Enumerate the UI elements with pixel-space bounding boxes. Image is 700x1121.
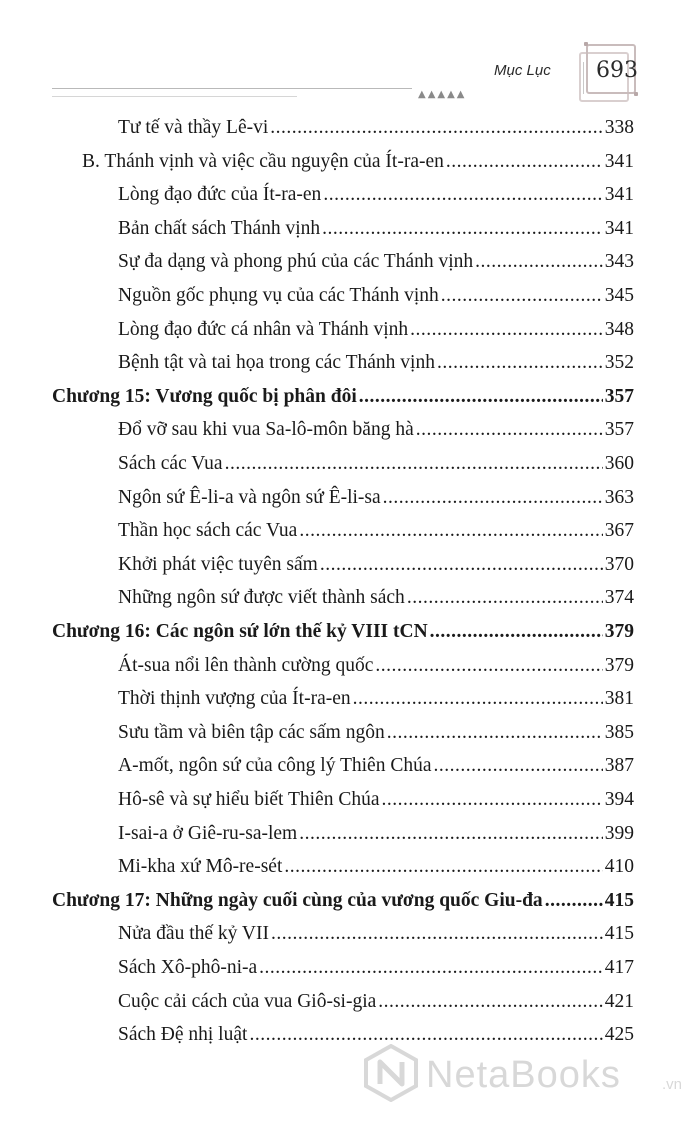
toc-page-number: 417 — [604, 957, 634, 978]
toc-entry-title: Lòng đạo đức của Ít-ra-en — [118, 184, 322, 206]
toc-dot-leader — [545, 885, 603, 917]
toc-entry — [118, 650, 634, 682]
toc-dot-leader — [359, 381, 603, 413]
toc-entry — [118, 582, 634, 614]
toc-page-number: 370 — [604, 553, 634, 575]
toc-entry — [118, 717, 634, 749]
toc-page-number: 352 — [604, 352, 634, 374]
toc-dot-leader — [270, 112, 602, 144]
toc-page-number: 348 — [604, 318, 634, 340]
toc-entry-title: Chương 17: Những ngày cuối cùng của vương quốc Giu-đa — [52, 889, 543, 911]
toc-entry-title: Nguồn gốc phụng vụ của các Thánh vịnh — [118, 285, 439, 306]
toc-dot-leader — [299, 515, 602, 547]
section-title: Mục Lục — [494, 62, 551, 79]
toc-page-number: 381 — [604, 688, 634, 710]
header-rule — [52, 88, 412, 89]
toc-entry — [118, 246, 634, 278]
toc-entry — [118, 414, 634, 446]
toc-entry-title: Hô-sê và sự hiểu biết Thiên Chúa — [118, 789, 380, 810]
toc-entry-title: A-mốt, ngôn sứ của công lý Thiên Chúa — [118, 755, 432, 777]
toc-dot-leader — [271, 918, 603, 950]
toc-entry-title: Nửa đầu thế kỷ VII — [118, 923, 270, 945]
toc-page-number: 421 — [604, 990, 634, 1012]
toc-entry-title: Đổ vỡ sau khi vua Sa-lô-môn băng hà — [118, 419, 414, 441]
toc-page-number: 399 — [604, 822, 634, 844]
toc-entry — [118, 750, 634, 782]
toc-entry — [118, 347, 634, 379]
toc-entry-title: Chương 16: Các ngôn sứ lớn thế kỷ VIII tCN — [52, 621, 428, 642]
toc-page-number: 357 — [604, 385, 634, 407]
toc-entry-title: Lòng đạo đức cá nhân và Thánh vịnh — [118, 318, 409, 340]
toc-dot-leader — [383, 482, 603, 514]
toc-page-number: 357 — [604, 419, 634, 441]
toc-entry — [118, 515, 634, 547]
toc-entry — [118, 482, 634, 514]
toc-entry — [118, 179, 634, 211]
toc-page-number: 410 — [604, 856, 634, 878]
toc-dot-leader — [259, 952, 603, 984]
toc-entry-title: Khởi phát việc tuyên sấm — [118, 553, 318, 575]
toc-dot-leader — [320, 549, 603, 581]
toc-entry-title: Chương 15: Vương quốc bị phân đôi — [52, 385, 357, 407]
toc-dot-leader — [410, 314, 603, 346]
page-header — [0, 0, 700, 110]
toc-entry-title: Thời thịnh vượng của Ít-ra-en — [118, 688, 351, 710]
toc-page-number: 379 — [604, 654, 634, 676]
toc-page-number: 374 — [604, 587, 634, 609]
page-number: 693 — [596, 58, 638, 83]
toc-dot-leader — [375, 650, 602, 682]
toc-dot-leader — [446, 146, 603, 178]
toc-entry — [118, 818, 634, 850]
toc-entry — [118, 986, 634, 1018]
toc-page-number: 415 — [604, 923, 634, 945]
toc-entry — [118, 549, 634, 581]
toc-entry-title: Tư tế và thầy Lê-vi — [118, 117, 269, 138]
toc-entry-title: Bệnh tật và tai họa trong các Thánh vịnh — [118, 352, 435, 374]
toc-entry-title: Mi-kha xứ Mô-re-sét — [118, 856, 283, 878]
toc-chapter-entry — [52, 381, 634, 413]
toc-page-number: 345 — [604, 285, 634, 306]
toc-page-number: 387 — [604, 755, 634, 777]
toc-entry — [118, 918, 634, 950]
toc-entry — [82, 146, 634, 178]
toc-dot-leader — [387, 717, 603, 749]
toc-page-number: 341 — [604, 184, 634, 206]
toc-page-number: 385 — [604, 721, 634, 743]
toc-page-number: 341 — [604, 217, 634, 239]
toc-entry-title: Bản chất sách Thánh vịnh — [118, 217, 321, 239]
publisher-watermark — [362, 1040, 692, 1110]
toc-page-number: 338 — [604, 117, 634, 138]
toc-dot-leader — [434, 750, 603, 782]
toc-dot-leader — [225, 448, 603, 480]
toc-dot-leader — [323, 179, 602, 211]
toc-entry-title: Sách Xô-phô-ni-a — [118, 957, 258, 978]
toc-page-number: 360 — [604, 453, 634, 474]
toc-dot-leader — [437, 347, 603, 379]
toc-dot-leader — [322, 213, 603, 245]
toc-page-number: 341 — [604, 150, 634, 172]
toc-entry-title: Sách Đệ nhị luật — [118, 1024, 248, 1046]
toc-entry-title: Sách các Vua — [118, 453, 223, 474]
toc-dot-leader — [475, 246, 603, 278]
header-triangle-ornament-icon: ▲▲▲▲▲ — [418, 89, 467, 100]
toc-chapter-entry — [52, 616, 634, 648]
toc-dot-leader — [284, 851, 602, 883]
toc-page-number: 367 — [604, 520, 634, 542]
toc-entry-title: Ngôn sứ Ê-li-a và ngôn sứ Ê-li-sa — [118, 486, 381, 508]
toc-dot-leader — [299, 818, 603, 850]
toc-dot-leader — [416, 414, 603, 446]
toc-entry-title: Át-sua nổi lên thành cường quốc — [118, 654, 374, 676]
toc-entry — [118, 683, 634, 715]
toc-dot-leader — [353, 683, 603, 715]
toc-entry-title: Cuộc cải cách của vua Giô-si-gia — [118, 990, 377, 1012]
toc-page-number: 425 — [604, 1024, 634, 1046]
toc-entry-title: Những ngôn sứ được viết thành sách — [118, 587, 405, 609]
toc-page-number: 343 — [604, 251, 634, 273]
toc-entry — [118, 851, 634, 883]
toc-entry — [118, 213, 634, 245]
toc-entry-title: Thần học sách các Vua — [118, 520, 298, 542]
toc-entry — [118, 112, 634, 144]
toc-dot-leader — [382, 784, 603, 816]
toc-entry-title: Sưu tầm và biên tập các sấm ngôn — [118, 721, 385, 743]
toc-page-number: 415 — [604, 889, 634, 911]
toc-entry-title: I-sai-a ở Giê-ru-sa-lem — [118, 822, 298, 844]
toc-entry — [118, 448, 634, 480]
toc-dot-leader — [378, 986, 602, 1018]
toc-chapter-entry — [52, 885, 634, 917]
toc-dot-leader — [407, 582, 603, 614]
toc-dot-leader — [441, 280, 603, 312]
toc-entry-title: Sự đa dạng và phong phú của các Thánh vịnh — [118, 251, 474, 273]
toc-entry — [118, 784, 634, 816]
toc-entry — [118, 314, 634, 346]
toc-entry — [118, 952, 634, 984]
toc-dot-leader — [430, 616, 603, 648]
watermark-domain: .vn — [662, 1076, 683, 1093]
toc-entry-title: B. Thánh vịnh và việc cầu nguyện của Ít-ra-en — [82, 150, 444, 172]
toc-entry — [118, 280, 634, 312]
toc-page-number: 363 — [604, 486, 634, 508]
toc-page-number: 379 — [604, 621, 634, 642]
toc-page-number: 394 — [604, 789, 634, 810]
netabooks-logo-icon — [362, 1044, 420, 1102]
header-rule-secondary — [52, 96, 297, 97]
watermark-brand: NetaBooks — [426, 1054, 621, 1096]
